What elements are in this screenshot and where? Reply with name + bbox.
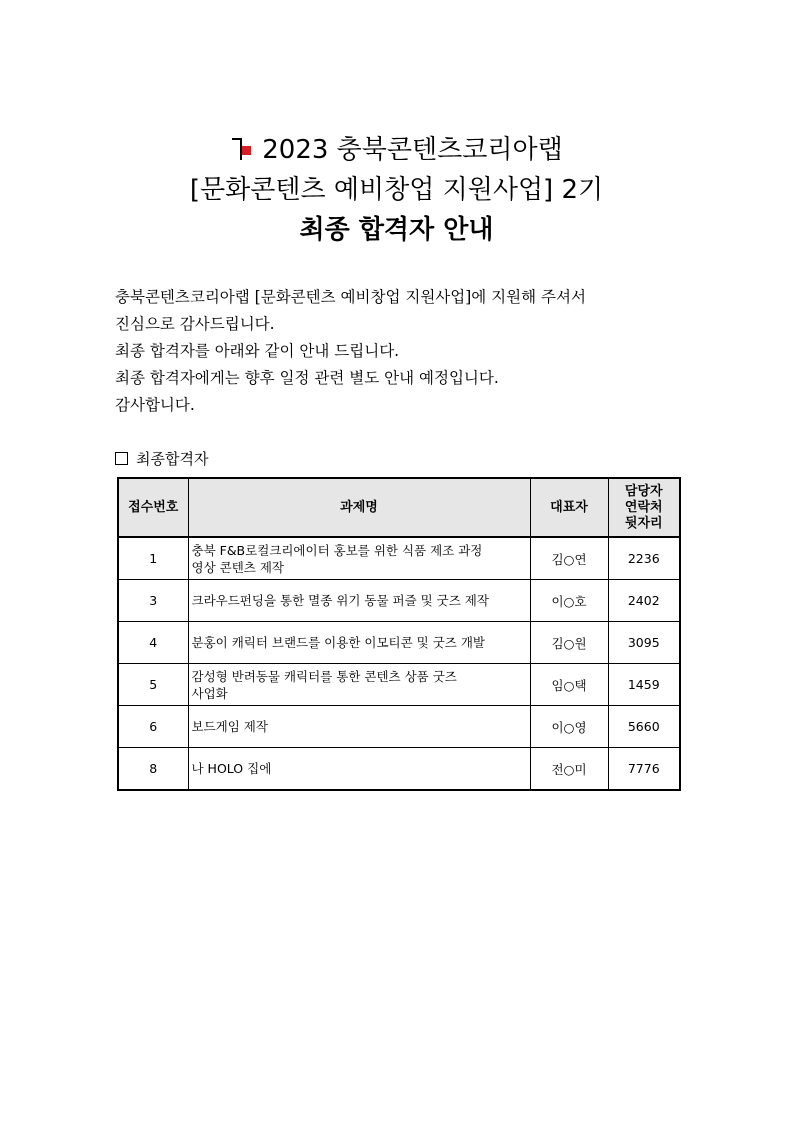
project-line-2: 영상 콘텐츠 제작 — [191, 559, 284, 575]
intro-line-2: 진심으로 감사드립니다. — [115, 315, 275, 333]
header-contact-line-1: 담당자 — [624, 483, 663, 499]
cell-representative: 전○미 — [530, 748, 608, 791]
table-row — [118, 580, 680, 622]
title-text-1: 2023 충북콘텐츠코리아랩 — [262, 135, 563, 165]
table-row — [118, 537, 680, 580]
cell-number: 5 — [118, 664, 188, 706]
table-row — [118, 622, 680, 664]
document-title — [0, 130, 793, 250]
cell-number: 6 — [118, 706, 188, 748]
cell-contact: 7776 — [608, 748, 680, 791]
cell-number: 3 — [118, 580, 188, 622]
header-contact-line-2: 연락처 — [624, 499, 663, 515]
cell-number: 4 — [118, 622, 188, 664]
cell-representative: 김○원 — [530, 622, 608, 664]
project-line-1: 충북 F&B로컬크리에이터 홍보를 위한 식품 제조 과정 — [191, 542, 483, 558]
table-row — [118, 664, 680, 706]
cell-contact: 5660 — [608, 706, 680, 748]
finalists-table — [117, 477, 681, 791]
cell-representative: 이○호 — [530, 580, 608, 622]
square-bullet-icon — [115, 452, 128, 465]
table-row — [118, 706, 680, 748]
cell-contact: 2236 — [608, 537, 680, 580]
cell-project — [188, 580, 530, 622]
intro-line-3: 최종 합격자를 아래와 같이 안내 드립니다. — [115, 342, 400, 360]
project-line-1: 감성형 반려동물 캐릭터를 통한 콘텐츠 상품 굿즈 — [191, 668, 457, 684]
project-line-1: 크라우드펀딩을 통한 멸종 위기 동물 퍼즐 및 굿즈 제작 — [191, 593, 489, 608]
cell-project — [188, 706, 530, 748]
project-line-1: 분홍이 캐릭터 브랜드를 이용한 이모티콘 및 굿즈 개발 — [191, 635, 485, 650]
cklab-logo-icon — [230, 132, 252, 162]
cell-project — [188, 537, 530, 580]
intro-paragraph — [115, 284, 715, 419]
section-heading-text: 최종합격자 — [136, 450, 209, 468]
table-header-row — [118, 478, 680, 537]
cell-contact: 2402 — [608, 580, 680, 622]
cell-project — [188, 622, 530, 664]
header-project: 과제명 — [188, 478, 530, 537]
project-line-1: 보드게임 제작 — [191, 719, 268, 734]
cell-project — [188, 664, 530, 706]
header-contact — [608, 478, 680, 537]
header-contact-line-3: 뒷자리 — [624, 515, 663, 531]
cell-number: 1 — [118, 537, 188, 580]
cell-number: 8 — [118, 748, 188, 791]
header-number: 접수번호 — [118, 478, 188, 537]
table-row — [118, 748, 680, 791]
cell-contact: 1459 — [608, 664, 680, 706]
intro-line-4: 최종 합격자에게는 향후 일정 관련 별도 안내 예정입니다. — [115, 369, 499, 387]
title-line-1 — [0, 130, 793, 170]
cell-contact: 3095 — [608, 622, 680, 664]
header-representative: 대표자 — [530, 478, 608, 537]
project-line-1: 나 HOLO 집에 — [191, 761, 272, 776]
section-heading — [115, 448, 208, 470]
project-line-2: 사업화 — [191, 685, 228, 701]
title-line-2: [문화콘텐츠 예비창업 지원사업] 2기 — [189, 175, 604, 205]
cell-representative: 김○연 — [530, 537, 608, 580]
cell-project — [188, 748, 530, 791]
intro-line-1: 충북콘텐츠코리아랩 [문화콘텐츠 예비창업 지원사업]에 지원해 주셔서 — [115, 288, 586, 306]
cell-representative: 이○영 — [530, 706, 608, 748]
intro-line-5: 감사합니다. — [115, 396, 195, 414]
cell-representative: 임○택 — [530, 664, 608, 706]
title-line-3: 최종 합격자 안내 — [299, 215, 494, 245]
